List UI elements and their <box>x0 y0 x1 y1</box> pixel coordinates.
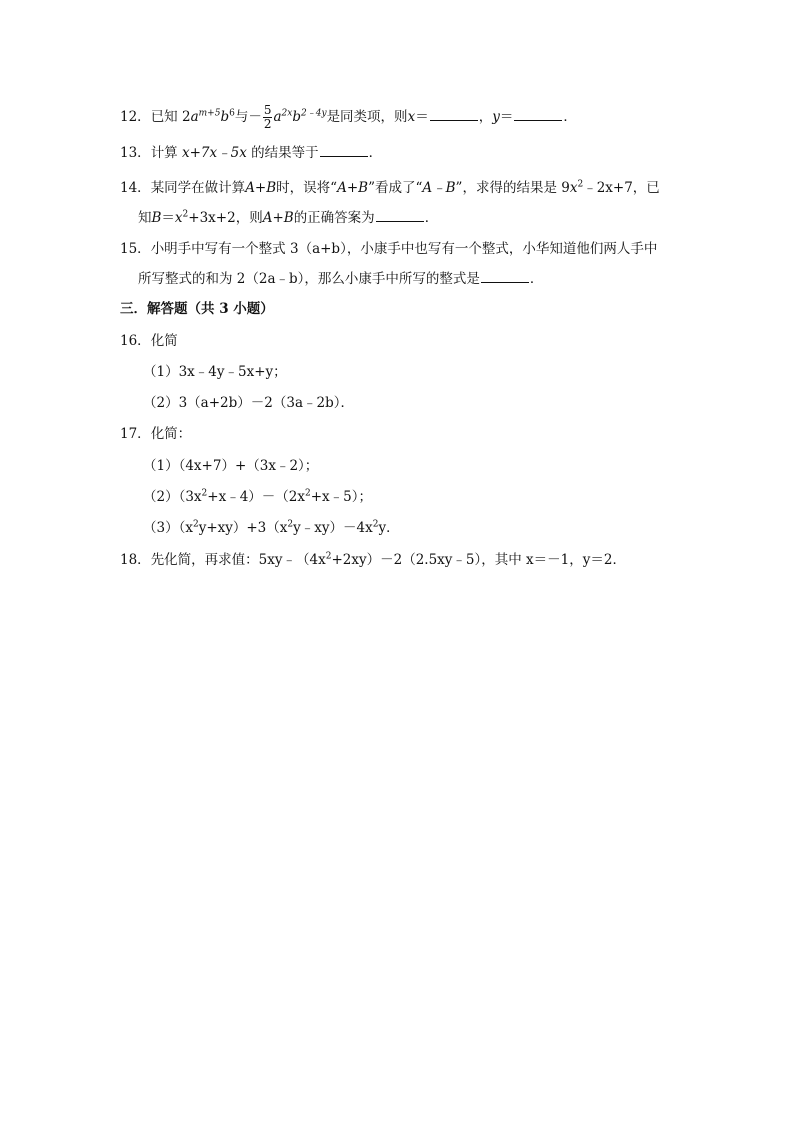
answer-blank[interactable] <box>514 107 562 121</box>
question-number: 18． <box>120 552 151 568</box>
question-number: 14． <box>120 180 151 196</box>
question-17-part-2: $(2)(3x^2+x﹣4)-(2x^2+x﹣5)$； <box>143 488 372 505</box>
answer-blank[interactable] <box>320 143 368 157</box>
question-17-part-1: （1）（4x+7）+（3x﹣2）； <box>143 458 319 474</box>
question-17-part-3: $(3)(x^2y+xy)+3(x^2y﹣xy)-4x^2y$． <box>143 519 400 536</box>
question-14-continued: 知$B=x^2+3x+2$，则A+B的正确答案为 ． <box>138 209 439 226</box>
question-number: 12． <box>120 109 151 125</box>
question-15-continued: 所写整式的和为 2（2a﹣b），那么小康手中所写的整式是 ． <box>138 271 544 287</box>
question-number: 17． <box>120 426 151 442</box>
question-15: 15．小明手中写有一个整式 3（a+b），小康手中也写有一个整式，小华知道他们两人手中 <box>120 241 658 257</box>
question-number: 13． <box>120 145 151 161</box>
answer-blank[interactable] <box>481 269 529 283</box>
answer-blank[interactable] <box>376 208 424 222</box>
section-heading: 三．解答题（共 3 小题） <box>120 301 274 317</box>
question-13: 13．计算 x+7x﹣5x 的结果等于 ． <box>120 145 383 161</box>
fraction: $\frac{5}{2}$ <box>263 103 272 131</box>
question-number: 15． <box>120 241 151 257</box>
question-12: 12．已知 $2a^{m+5}b^6$与－ $\frac{5}{2}$ $a^{2x}b^{2﹣4y}$是同类项，则x＝ ，y＝ ． <box>120 103 577 131</box>
question-14: 14．某同学在做计算A+B时，误将“A+B”看成了“A﹣B”，求得的结果是 $9x^2﹣2x+7$，已 <box>120 179 660 196</box>
question-18: 18．先化简，再求值：$5xy﹣(4x^2+2xy)-2(2.5xy﹣5)$，其中 x＝－1，y＝2． <box>120 551 626 568</box>
question-16-part-2: （2）3（a+2b）－2（3a﹣2b）． <box>143 395 354 411</box>
question-17: 17．化简： <box>120 426 192 442</box>
question-16-part-1: （1）3x﹣4y﹣5x+y； <box>143 364 287 380</box>
answer-blank[interactable] <box>430 107 478 121</box>
question-16: 16．化简 <box>120 333 178 349</box>
question-number: 16． <box>120 333 151 349</box>
